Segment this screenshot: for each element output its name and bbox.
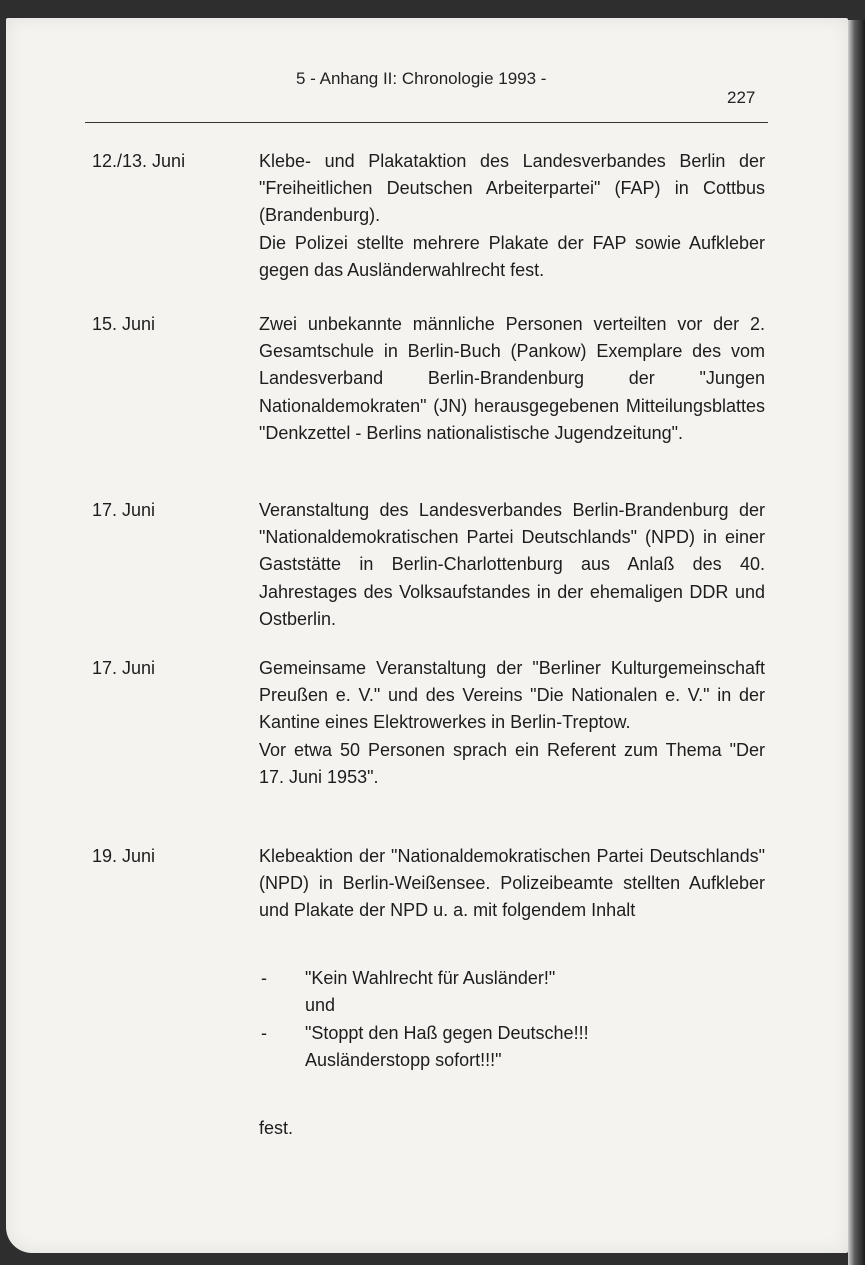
quote-text: "Stoppt den Haß gegen Deutsche!!! <box>305 1023 589 1043</box>
entry-paragraph: Klebeaktion der "Nationaldemokratischen Partei Deutschlands" (NPD) in Berlin-Weißensee. Polizeibeamte stellten Aufkleber und Plakate der NPD u. a. mit folgendem Inhalt <box>259 846 765 921</box>
entry-paragraph: Veranstaltung des Landesverbandes Berlin-Brandenburg der "Nationaldemokratischen Partei Deutschlands" (NPD) in einer Gaststätte in Berlin-Charlottenburg aus Anlaß des 40. Jahrestages des Volksaufstandes in der ehemaligen DDR und Ostberlin. <box>259 500 765 629</box>
entry-date: 17. Juni <box>92 500 156 520</box>
entry-text <box>259 843 765 925</box>
entry-text <box>259 497 765 633</box>
entry-text <box>259 311 765 447</box>
entry-paragraph: Gemeinsame Veranstaltung der "Berliner Kulturgemeinschaft Preußen e. V." und des Vereins "Die Nationalen e. V." in der Kantine eines Elektrowerkes in Berlin-Treptow. <box>259 658 765 733</box>
entry-paragraph: Zwei unbekannte männliche Personen verteilten vor der 2. Gesamtschule in Berlin-Buch (Pankow) Exemplare des vom Landesverband Berlin-Brandenburg der "Jungen Nationaldemokraten" (JN) herausgegebenen Mitteilungsblattes "Denkzettel - Berlins nationalistische Jugendzeitung". <box>259 314 765 443</box>
quote-item <box>259 965 765 1019</box>
header-rule <box>85 122 768 123</box>
entry-date: 17. Juni <box>92 658 156 678</box>
quote-item <box>259 1020 765 1074</box>
entry-paragraph: Vor etwa 50 Personen sprach ein Referent zum Thema "Der 17. Juni 1953". <box>259 739 765 787</box>
quote-text: Ausländerstopp sofort!!!" <box>305 1050 502 1070</box>
running-head: 5 - Anhang II: Chronologie 1993 - <box>296 69 547 88</box>
entry-paragraph: Klebe- und Plakataktion des Landesverbandes Berlin der "Freiheitlichen Deutschen Arbeiterpartei" (FAP) in Cottbus (Brandenburg). <box>259 151 765 226</box>
entry-text <box>259 148 765 284</box>
entry-date: 12./13. Juni <box>92 151 186 171</box>
poster-quote-list <box>259 965 765 1074</box>
entry-text <box>259 655 765 791</box>
quote-text: "Kein Wahlrecht für Ausländer!" <box>305 968 556 988</box>
entry-date: 19. Juni <box>92 846 156 866</box>
entry-date: 15. Juni <box>92 314 156 334</box>
list-dash: - <box>261 1023 267 1043</box>
closing-word: fest. <box>259 1118 294 1138</box>
list-dash: - <box>261 968 267 988</box>
quote-connector: und <box>305 995 336 1015</box>
page-number: 227 <box>727 88 756 107</box>
book-spine-edge <box>848 20 865 1265</box>
entry-paragraph: Die Polizei stellte mehrere Plakate der FAP sowie Aufkleber gegen das Ausländerwahlrecht fest. <box>259 232 765 280</box>
